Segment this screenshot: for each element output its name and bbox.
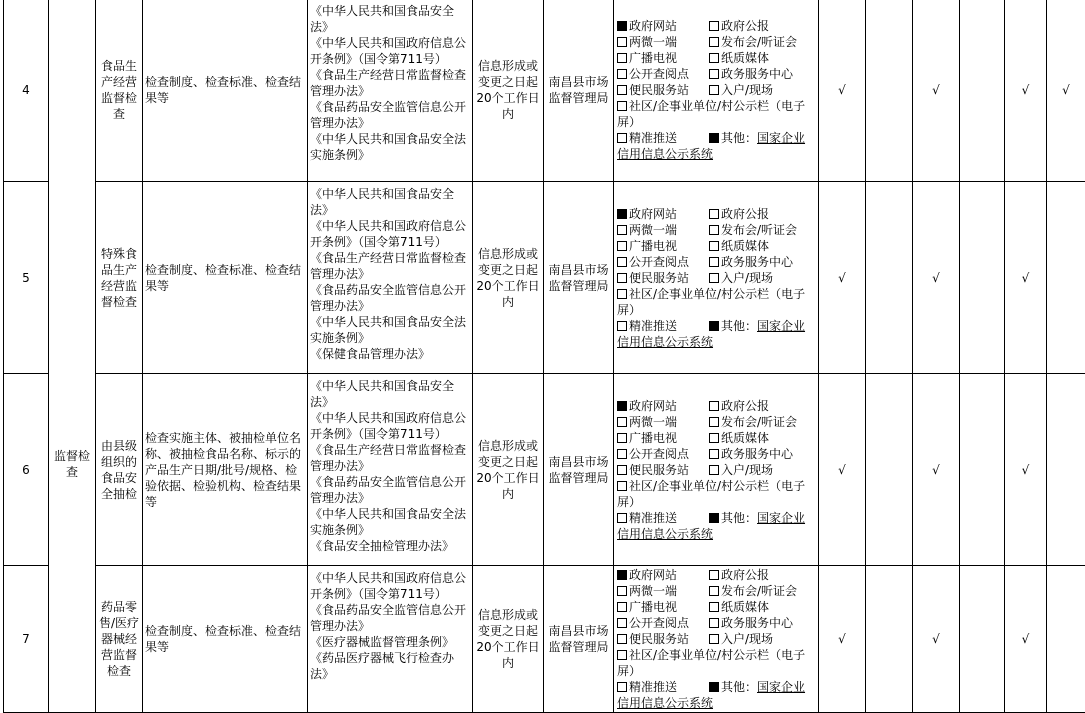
channel-option [617,238,709,254]
channel-label: 便民服务站 [629,463,689,477]
category-label: 监督检查 [51,232,93,480]
disclosure-channels [614,374,819,566]
disclosure-subject: 南昌县市场监督管理局 [544,182,614,374]
channel-option [617,130,709,146]
channel-option-other [709,130,817,146]
channel-option [617,18,709,34]
check-mark-cell: √ [913,182,960,374]
legal-basis-entry: 《食品药品安全监管信息公开管理办法》 [310,282,470,314]
disclosure-time: 信息形成或变更之日起20个工作日内 [473,0,544,182]
empty-box-icon [709,209,719,219]
check-mark-cell: √ [913,566,960,713]
disclosure-time: 信息形成或变更之日起20个工作日内 [473,182,544,374]
empty-box-icon [617,321,627,331]
empty-box-icon [709,85,719,95]
channel-option [617,254,709,270]
channel-option [709,583,817,599]
empty-box-icon [617,513,627,523]
channel-option [709,66,817,82]
legal-basis [308,0,473,182]
checked-box-icon [709,133,719,143]
other-system-name: 国家企业 [757,680,805,694]
legal-basis [308,182,473,374]
disclosure-time: 信息形成或变更之日起20个工作日内 [473,374,544,566]
channel-label: 发布会/听证会 [721,584,797,598]
empty-box-icon [617,53,627,63]
check-mark-cell: √ [913,374,960,566]
channel-option [709,462,817,478]
channel-label: 精准推送 [629,131,677,145]
channel-option [617,286,817,318]
channel-label: 社区/企事业单位/村公示栏（电子屏） [617,479,805,509]
check-mark-cell [960,374,1005,566]
channel-label: 政务服务中心 [721,447,793,461]
channel-option [617,206,709,222]
channel-option [709,567,817,583]
channel-option [709,238,817,254]
check-mark-cell [866,374,913,566]
channel-option [617,34,709,50]
channel-option [709,414,817,430]
channel-label: 社区/企事业单位/村公示栏（电子屏） [617,287,805,317]
channel-label: 政府公报 [721,19,769,33]
channel-label: 政务服务中心 [721,67,793,81]
channel-option [617,98,817,130]
empty-box-icon [709,53,719,63]
channel-option [617,615,709,631]
empty-box-icon [709,21,719,31]
empty-box-icon [709,273,719,283]
channel-option [709,254,817,270]
channel-option [617,599,709,615]
legal-basis-entry: 《食品安全抽检管理办法》 [310,538,470,554]
empty-box-icon [709,449,719,459]
check-mark-cell: √ [1005,374,1047,566]
category-cell [49,0,96,713]
channel-label: 广播电视 [629,51,677,65]
channel-label: 政府公报 [721,207,769,221]
channel-label: 两微一端 [629,35,677,49]
channel-option [709,222,817,238]
channel-label: 政府公报 [721,568,769,582]
check-mark-cell [866,0,913,182]
channel-label: 入户/现场 [721,271,773,285]
legal-basis-entry: 《中华人民共和国政府信息公开条例》（国令第711号） [310,410,470,442]
channel-label: 社区/企事业单位/村公示栏（电子屏） [617,648,805,678]
disclosure-subject: 南昌县市场监督管理局 [544,566,614,713]
check-mark-cell: √ [1047,0,1085,182]
channel-label: 入户/现场 [721,632,773,646]
empty-box-icon [617,101,627,111]
channel-label: 入户/现场 [721,83,773,97]
checked-box-icon [709,513,719,523]
channel-option [709,398,817,414]
disclosure-content: 检查制度、检查标准、检查结果等 [143,0,308,182]
disclosure-time: 信息形成或变更之日起20个工作日内 [473,566,544,713]
channel-label: 便民服务站 [629,271,689,285]
empty-box-icon [617,257,627,267]
channel-label: 精准推送 [629,319,677,333]
check-mark-cell: √ [1005,0,1047,182]
table-row [4,182,1085,374]
checked-box-icon [617,570,627,580]
table-row [4,374,1085,566]
empty-box-icon [617,465,627,475]
item-name: 由县级组织的食品安全抽检 [96,374,143,566]
item-name: 食品生产经营监督检查 [96,0,143,182]
channel-label: 其他： [721,319,757,333]
channel-option [617,414,709,430]
channel-label: 便民服务站 [629,83,689,97]
channel-option [709,446,817,462]
channel-option [617,66,709,82]
channel-option [709,270,817,286]
disclosure-content: 检查实施主体、被抽检单位名称、被抽检食品名称、标示的产品生产日期/批号/规格、检验依据、检验机构、检查结果等 [143,374,308,566]
channel-option [617,82,709,98]
check-mark-cell: √ [1005,566,1047,713]
empty-box-icon [617,37,627,47]
channel-label: 广播电视 [629,600,677,614]
check-mark-cell: √ [819,182,866,374]
legal-basis-entry: 《医疗器械监督管理条例》 [310,634,470,650]
channel-option [617,398,709,414]
channel-option [617,567,709,583]
channel-label: 政府网站 [629,19,677,33]
channel-label: 纸质媒体 [721,600,769,614]
check-mark-cell [1047,374,1085,566]
channel-option-other [709,679,817,695]
empty-box-icon [617,481,627,491]
disclosure-subject: 南昌县市场监督管理局 [544,374,614,566]
legal-basis-entry: 《中华人民共和国政府信息公开条例》（国令第711号） [310,570,470,602]
check-mark-cell: √ [819,374,866,566]
legal-basis-entry: 《食品药品安全监管信息公开管理办法》 [310,602,470,634]
disclosure-table [3,0,1085,713]
disclosure-subject: 南昌县市场监督管理局 [544,0,614,182]
channel-label: 精准推送 [629,680,677,694]
disclosure-channels [614,182,819,374]
check-mark-cell: √ [819,0,866,182]
channel-option [617,510,709,526]
legal-basis-entry: 《中华人民共和国政府信息公开条例》（国令第711号） [310,218,470,250]
table-row [4,566,1085,713]
channel-option [709,82,817,98]
empty-box-icon [617,273,627,283]
channel-grid [617,206,816,350]
empty-box-icon [617,618,627,628]
empty-box-icon [709,69,719,79]
legal-basis-entry: 《食品生产经营日常监督检查管理办法》 [310,442,470,474]
empty-box-icon [617,241,627,251]
legal-basis-entry: 《中华人民共和国食品安全法》 [310,378,470,410]
channel-option [709,34,817,50]
legal-basis-entry: 《食品药品安全监管信息公开管理办法》 [310,474,470,506]
channel-option [617,270,709,286]
empty-box-icon [709,602,719,612]
legal-basis [308,374,473,566]
legal-basis-entry: 《中华人民共和国食品安全法实施条例》 [310,506,470,538]
check-mark-cell [1047,182,1085,374]
channel-option [617,583,709,599]
channel-label: 精准推送 [629,511,677,525]
channel-label: 纸质媒体 [721,431,769,445]
channel-option [709,599,817,615]
channel-label: 其他： [721,511,757,525]
channel-label: 政府公报 [721,399,769,413]
row-number: 4 [4,0,49,182]
check-mark-cell: √ [819,566,866,713]
channel-label: 政府网站 [629,568,677,582]
empty-box-icon [709,241,719,251]
empty-box-icon [709,417,719,427]
disclosure-content: 检查制度、检查标准、检查结果等 [143,566,308,713]
check-mark-cell [1047,566,1085,713]
disclosure-channels [614,0,819,182]
channel-label: 两微一端 [629,223,677,237]
legal-basis-entry: 《中华人民共和国食品安全法实施条例》 [310,314,470,346]
channel-label: 便民服务站 [629,632,689,646]
channel-option [617,430,709,446]
channel-label: 两微一端 [629,415,677,429]
channel-option [617,50,709,66]
empty-box-icon [617,433,627,443]
channel-label: 政府网站 [629,399,677,413]
legal-basis-entry: 《中华人民共和国政府信息公开条例》（国令第711号） [310,35,470,67]
channel-option-other [709,510,817,526]
item-name: 特殊食品生产经营监督检查 [96,182,143,374]
checked-box-icon [617,21,627,31]
other-system-name: 国家企业 [757,319,805,333]
legal-basis-entry: 《中华人民共和国食品安全法实施条例》 [310,131,470,163]
channel-label: 公开查阅点 [629,447,689,461]
legal-basis-entry: 《药品医疗器械飞行检查办法》 [310,650,470,682]
channel-grid [617,18,816,162]
channel-label: 发布会/听证会 [721,415,797,429]
channel-label: 其他： [721,680,757,694]
empty-box-icon [617,225,627,235]
empty-box-icon [709,618,719,628]
other-system-name: 国家企业 [757,131,805,145]
row-number: 5 [4,182,49,374]
empty-box-icon [617,449,627,459]
channel-grid [617,398,816,542]
channel-label: 其他： [721,131,757,145]
empty-box-icon [617,289,627,299]
other-system-name: 信用信息公示系统 [617,334,817,350]
other-system-name: 信用信息公示系统 [617,526,817,542]
channel-label: 公开查阅点 [629,616,689,630]
channel-option [617,631,709,647]
channel-option [617,679,709,695]
legal-basis-entry: 《食品生产经营日常监督检查管理办法》 [310,250,470,282]
channel-label: 政府网站 [629,207,677,221]
check-mark-cell [866,182,913,374]
empty-box-icon [617,586,627,596]
channel-option [617,478,817,510]
channel-label: 发布会/听证会 [721,35,797,49]
channel-label: 广播电视 [629,431,677,445]
check-mark-cell [866,566,913,713]
empty-box-icon [709,37,719,47]
channel-option [709,206,817,222]
empty-box-icon [709,433,719,443]
channel-option [709,18,817,34]
other-system-name: 信用信息公示系统 [617,695,817,711]
empty-box-icon [709,465,719,475]
channel-option [617,462,709,478]
empty-box-icon [709,570,719,580]
channel-label: 纸质媒体 [721,51,769,65]
channel-label: 政务服务中心 [721,255,793,269]
channel-option [709,631,817,647]
channel-option [617,647,817,679]
channel-option [617,222,709,238]
empty-box-icon [617,602,627,612]
channel-label: 两微一端 [629,584,677,598]
channel-label: 政务服务中心 [721,616,793,630]
check-mark-cell [960,566,1005,713]
legal-basis-entry: 《食品药品安全监管信息公开管理办法》 [310,99,470,131]
empty-box-icon [617,417,627,427]
empty-box-icon [617,650,627,660]
row-number: 6 [4,374,49,566]
legal-basis-entry: 《保健食品管理办法》 [310,346,470,362]
channel-label: 公开查阅点 [629,67,689,81]
check-mark-cell: √ [1005,182,1047,374]
disclosure-content: 检查制度、检查标准、检查结果等 [143,182,308,374]
checked-box-icon [617,209,627,219]
channel-label: 广播电视 [629,239,677,253]
check-mark-cell [960,182,1005,374]
legal-basis [308,566,473,713]
empty-box-icon [617,85,627,95]
empty-box-icon [709,586,719,596]
other-system-name: 信用信息公示系统 [617,146,817,162]
empty-box-icon [709,225,719,235]
legal-basis-entry: 《食品生产经营日常监督检查管理办法》 [310,67,470,99]
empty-box-icon [617,682,627,692]
empty-box-icon [617,69,627,79]
channel-option [617,446,709,462]
empty-box-icon [617,634,627,644]
empty-box-icon [617,133,627,143]
channel-option [709,615,817,631]
disclosure-channels [614,566,819,713]
legal-basis-entry: 《中华人民共和国食品安全法》 [310,3,470,35]
empty-box-icon [709,257,719,267]
empty-box-icon [709,634,719,644]
channel-label: 入户/现场 [721,463,773,477]
channel-option [709,430,817,446]
channel-label: 发布会/听证会 [721,223,797,237]
channel-option [617,318,709,334]
channel-label: 纸质媒体 [721,239,769,253]
row-number: 7 [4,566,49,713]
channel-label: 公开查阅点 [629,255,689,269]
channel-option [709,50,817,66]
legal-basis-entry: 《中华人民共和国食品安全法》 [310,186,470,218]
checked-box-icon [709,321,719,331]
table-row [4,0,1085,182]
item-name: 药品零售/医疗器械经营监督检查 [96,566,143,713]
channel-grid [617,567,816,711]
check-mark-cell: √ [913,0,960,182]
channel-option-other [709,318,817,334]
checked-box-icon [617,401,627,411]
channel-label: 社区/企事业单位/村公示栏（电子屏） [617,99,805,129]
other-system-name: 国家企业 [757,511,805,525]
checked-box-icon [709,682,719,692]
check-mark-cell [960,0,1005,182]
empty-box-icon [709,401,719,411]
